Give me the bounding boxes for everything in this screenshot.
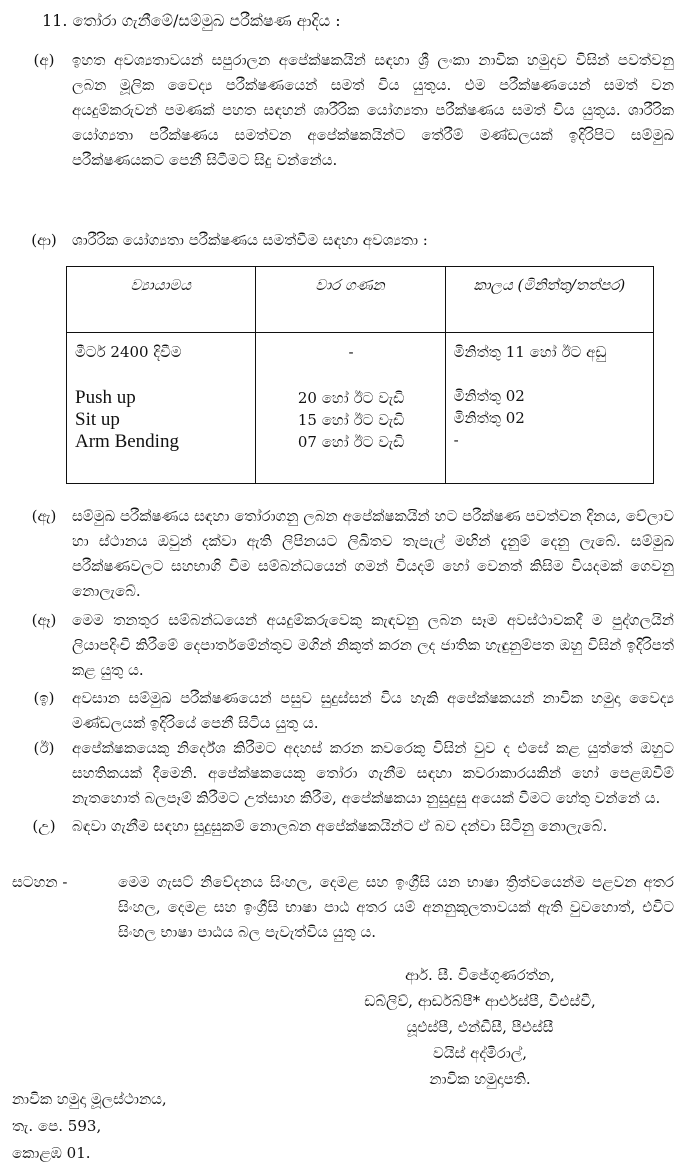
paragraph-label: (ඈ) (31, 611, 57, 629)
header-count: වාර ගණන (255, 267, 445, 333)
header-time: කාලය (මිනිත්තු/තත්පර) (445, 267, 653, 333)
signatory-rank: වයිස් අද්මිරාල්, (432, 1044, 528, 1062)
paragraph-label: (උ) (32, 817, 56, 835)
time-run: මිනිත්තු 11 හෝ ඊට අඩු (453, 343, 607, 361)
exercise-cell (67, 333, 256, 484)
time-pushup: මිනිත්තු 02 (453, 387, 525, 405)
count-armbending: 07 හෝ ඊට වැඩි (297, 433, 405, 451)
address-block (12, 1086, 167, 1167)
time-situp: මිනිත්තු 02 (453, 409, 525, 427)
note-text: මෙම ගැසට් නිවේදනය සිංහල, දෙමළ සහ ඉංග්‍රීසි යන භාෂා ත්‍රිත්වයෙන්ම පළවන අතර සිංහල, දෙමළ සහ ඉංග්‍රීසි භාෂා පාඨ අතර යම් අනනුකූලතාවයක් ඇති වුවහොත්, එවිට සිංහල භාෂා පාඨය බල පැවැත්විය යුතු ය. (118, 873, 674, 941)
paragraph-label: (අ) (33, 51, 55, 69)
paragraph-label: (ආ) (31, 231, 57, 249)
paragraph-text: අපේක්ෂකයෙකු නිර්දේශ කිරීමට අදහස් කරන කවරෙකු විසින් වුව ද එසේ කළ යුත්තේ ඔහුට සහතිකයක් දීමෙනි. අපේක්ෂකයෙකු තෝරා ගැනීම සඳහා කවරාකාරයකින් හෝ පෙළඹවීම් නැතහොත් බලපෑම් කිරීමට උත්සාහ කිරීම, අපේක්ෂකයා නුසුදුසු අයෙක් වීමට හේතු වන්නේ ය. (72, 739, 674, 807)
paragraph-text: ඉහත අවශ්‍යතාවයන් සපුරාලන අපේක්ෂකයින් සඳහා ශ්‍රී ලංකා නාවික හමුදාව විසින් පවත්වනු ලබන මූලික වෛද්‍ය පරීක්ෂණයෙන් සමත් විය යුතුය. එම පරීක්ෂණයෙන් සමත් වන අයදුම්කරුවන් පමණක් පහත සඳහන් ශාරීරික යෝග්‍යතා පරීක්ෂණය සමත් විය යුතුය. ශාරීරික යෝග්‍යතා පරීක්ෂණය සමත්වන අපේක්ෂකයින්ට තේරීම් මණ්ඩලයක් ඉදිරිපිට සම්මුඛ පරීක්ෂණයකට පෙනී සිටීමට සිදු වන්නේය. (72, 51, 674, 169)
section-heading: 11. තෝරා ගැනීමේ/සම්මුඛ පරීක්ෂණ ආදිය : (42, 11, 341, 30)
paragraph-text: බඳවා ගැනීම සඳහා සුදුසුකම් නොලබන අපේක්ෂකයින්ට ඒ බව දන්වා සිටිනු නොලැබේ. (72, 817, 608, 835)
paragraph-label: (ඉ) (33, 689, 55, 707)
signatory-title: නාවික හමුදාපති. (429, 1070, 531, 1088)
fitness-requirements-table (66, 266, 654, 484)
exercise-armbending: Arm Bending (75, 431, 179, 452)
exercise-pushup: Push up (75, 387, 136, 408)
signatory-name: ආර්. සී. විජේගුණරත්න, (405, 966, 555, 984)
signatory-honours-2: යූඑස්පී, එන්ඩීසී, පීඑස්සී (406, 1018, 554, 1036)
signatory-honours-1: ඩබ්ලිව්, ආර්ඩබ්පී* ආර්එස්පී, වීඑස්වී, (364, 992, 596, 1010)
count-run: - (348, 343, 354, 361)
address-line: තැ. පෙ. 593, (12, 1117, 102, 1135)
paragraph-label: (ඇ) (31, 507, 57, 525)
header-exercise: ව්‍යායාමය (67, 267, 256, 333)
address-line: කොළඹ 01. (12, 1144, 91, 1162)
exercise-run: මීටර් 2400 දිවීම (75, 343, 182, 361)
paragraph-label: (ඊ) (33, 739, 55, 757)
exercise-situp: Sit up (75, 409, 120, 430)
count-cell (255, 333, 445, 484)
paragraph-text: අවසාන සම්මුඛ පරීක්ෂණයෙන් පසුව සුදුස්සන් විය හැකි අපේක්ෂකයන් නාවික හමුදා වෛද්‍ය මණ්ඩලයක් ඉදිරියේ පෙනී සිටිය යුතු ය. (72, 689, 674, 732)
paragraph-text: මෙම තනතුර සම්බන්ධයෙන් අයදුම්කරුවෙකු කැඳවනු ලබන සෑම අවස්ථාවකදී ම පුද්ගලයින් ලියාපදිංචි කිරීමේ දෙපාර්තමේන්තුව මගින් නිකුත් කරන ලද ජාතික හැඳුනුම්පත ඔහු විසින් ඉදිරිපත් කළ යුතු ය. (72, 611, 674, 679)
address-line: නාවික හමුදා මූලස්ථානය, (12, 1090, 167, 1108)
count-pushup: 20 හෝ ඊට වැඩි (297, 389, 405, 407)
note-label: සටහන - (12, 873, 68, 891)
table-row (67, 333, 654, 484)
paragraph-text: ශාරීරික යෝග්‍යතා පරීක්ෂණය සමත්වීම සඳහා අවශ්‍යතා : (72, 231, 428, 249)
count-situp: 15 හෝ ඊට වැඩි (297, 411, 405, 429)
signature-block (290, 962, 670, 1092)
time-armbending: - (453, 431, 459, 449)
paragraph-text: සම්මුඛ පරීක්ෂණය සඳහා තෝරාගනු ලබන අපේක්ෂකයින් හට පරීක්ෂණ පවත්වන දිනය, වේලාව හා ස්ථානය ඔවුන් දක්වා ඇති ලිපිනයට ලිඛිතව තැපැල් මඟින් දැනුම් දෙනු ලැබේ. සම්මුඛ පරීක්ෂණවලට සහභාගි වීම සම්බන්ධයෙන් ගමන් වියදම් හෝ වෙනත් කිසිම වියදමක් ගෙවනු නොලැබේ. (72, 507, 674, 600)
time-cell (445, 333, 653, 484)
table-header-row (67, 267, 654, 333)
